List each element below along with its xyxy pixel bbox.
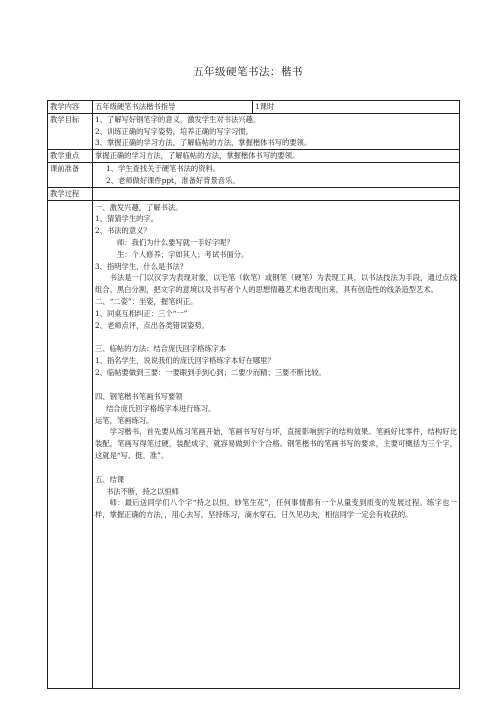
content-value: 五年级硬笔书法楷书指导 — [93, 101, 253, 114]
process-item: 书法不断，持之以恒师 — [106, 486, 179, 496]
row-goal — [48, 113, 460, 149]
label-content: 教学内容 — [48, 101, 93, 114]
process-label-empty — [48, 200, 93, 688]
process-item: 师：我们为什么要写就一手好字呢？ — [117, 237, 234, 247]
section-heading: 四、钢笔楷书笔画书写要领 — [95, 391, 183, 401]
prep-item: 2、老师做好课件ppt，准备好背景音乐。 — [106, 175, 240, 185]
process-item: 生：个人修养；字如其人；考试书面分。 — [117, 249, 249, 259]
row-focus — [48, 150, 460, 163]
content-hours: 1课时 — [253, 101, 460, 114]
process-paragraph: 师：最后送同学们八个字“持之以恒，妙笔生花”，任何事情都有一个从量变到质变的发展过程。练字也一样，掌握正确的方法，，用心去写，坚持练习，滴水穿石，日久见功夫，相信同学一定会有收获的。 — [95, 498, 457, 520]
row-process-label — [48, 187, 460, 200]
goal-item: 1、了解写好钢笔字的意义，激发学生对书法兴趣。 — [95, 114, 261, 124]
process-paragraph: 书法是一门以汉字为表现对象，以毛笔（软笔）或钢笔（硬笔）为表现工具，以书法技法为手段，通过点线组合、黑白分割，把文字的意境以及书写者个人的思想情趣艺术地表现出来，具有创造性的线条造型艺术。 — [95, 273, 457, 295]
row-prep — [48, 163, 460, 188]
process-item: 2、老师点评，点出各类错误姿势。 — [95, 320, 210, 330]
process-item: 1、猜猜学生的字。 — [95, 214, 159, 224]
process-item: 运笔，笔画练习。 — [95, 415, 154, 425]
row-content — [48, 101, 460, 114]
label-process: 教学过程 — [48, 187, 93, 200]
process-item: 1、同桌互相纠正：三个“一” — [95, 308, 188, 318]
page-title: 五年级硬笔书法：楷书 — [193, 66, 303, 78]
section-heading: 五、结课 — [95, 474, 125, 484]
process-item: 3、指明学生，什么是书法？ — [95, 261, 188, 271]
goal-item: 2、训练正确的写字姿势，培养正确的写字习惯。 — [95, 126, 253, 136]
prep-cell — [93, 163, 460, 188]
process-item: 2、书法的意义？ — [95, 226, 151, 236]
section-heading: 一、激发兴趣，了解书法。 — [95, 202, 183, 212]
process-item: 2、临帖要做到三要：一要眼到手到心到；二要少而精；三要不断比较。 — [95, 368, 326, 378]
process-item: 结合庞氏回字格练字本进行练习。 — [106, 403, 216, 413]
section-heading: 二、“二姿”：坐姿，握笔纠正。 — [95, 297, 198, 306]
label-focus: 教学重点 — [48, 150, 93, 163]
focus-value: 掌握正确的学习方法，了解临帖的方法，掌握楷体书写的要领。 — [93, 150, 460, 163]
goal-cell — [93, 113, 460, 149]
process-paragraph: 学习楷书，首先要从练习笔画开始，笔画书写好与坏，直接影响到字的结构效果。笔画好比零件，结构好比装配，笔画写得笔过硬，装配成字，就容易做到个个合格。钢笔楷书的笔画书写的要求，主要可概括为三个字，这就是“写、挺、准”。 — [95, 427, 457, 460]
process-item: 1、指名学生，说说我们的庞氏回字格练字本好在哪里？ — [95, 356, 275, 366]
row-process — [48, 200, 460, 688]
label-goal: 教学目标 — [48, 113, 93, 149]
process-cell — [93, 200, 460, 688]
process-header-empty — [93, 187, 460, 200]
section-heading: 三、临帖的方法：结合庞氏回字格练字本 — [95, 344, 227, 354]
lesson-plan-table — [47, 100, 460, 689]
label-prep: 课前准备 — [48, 163, 93, 188]
prep-item: 1、学生查找关于硬笔书法的资料。 — [106, 164, 221, 174]
goal-item: 3、掌握正确的学习方法，了解临帖的方法，掌握楷体书写的要领。 — [95, 138, 312, 148]
